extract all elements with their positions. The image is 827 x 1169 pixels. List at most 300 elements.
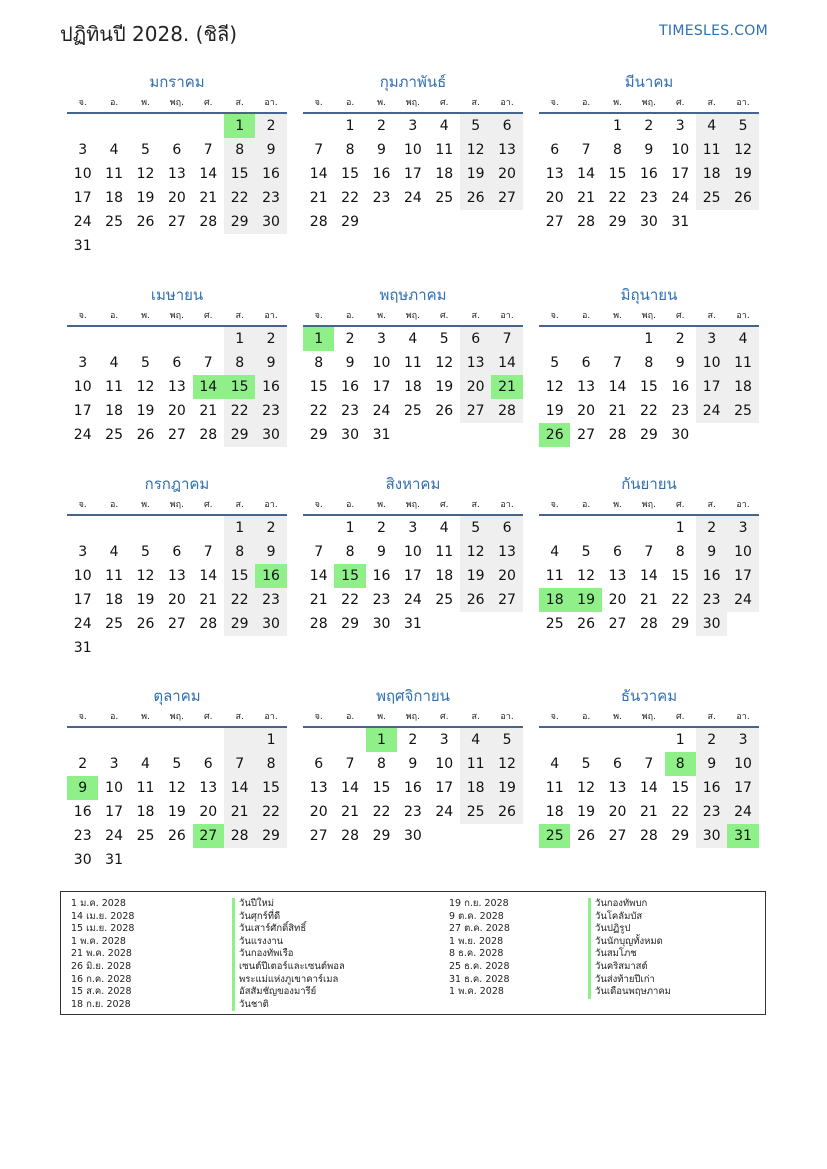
day-cell[interactable]: 31 (403, 616, 422, 632)
holiday-day-cell[interactable]: 25 (539, 824, 570, 848)
day-cell[interactable]: 15 (224, 564, 255, 588)
day-cell[interactable]: 16 (696, 776, 727, 800)
day-cell[interactable]: 28 (577, 214, 595, 230)
day-cell[interactable]: 5 (172, 756, 182, 772)
day-cell[interactable]: 3 (408, 118, 418, 134)
holiday-day-cell[interactable]: 1 (303, 327, 334, 351)
day-cell[interactable]: 20 (167, 403, 186, 419)
day-cell[interactable]: 16 (73, 804, 92, 820)
day-cell[interactable]: 21 (224, 800, 255, 824)
day-cell[interactable]: 5 (581, 756, 591, 772)
day-cell[interactable]: 17 (696, 375, 727, 399)
day-cell[interactable]: 27 (309, 828, 328, 844)
day-cell[interactable]: 22 (372, 804, 391, 820)
day-cell[interactable]: 12 (167, 780, 186, 796)
day-cell[interactable]: 20 (545, 190, 564, 206)
day-cell[interactable]: 3 (78, 142, 88, 158)
day-cell[interactable]: 5 (491, 728, 522, 752)
day-cell[interactable]: 14 (309, 166, 328, 182)
day-cell[interactable]: 7 (224, 752, 255, 776)
day-cell[interactable]: 20 (167, 190, 186, 206)
day-cell[interactable]: 8 (377, 756, 386, 772)
day-cell[interactable]: 20 (608, 804, 627, 820)
day-cell[interactable]: 14 (199, 568, 218, 584)
day-cell[interactable]: 13 (608, 568, 627, 584)
day-cell[interactable]: 27 (491, 588, 522, 612)
day-cell[interactable]: 8 (314, 355, 324, 371)
day-cell[interactable]: 30 (403, 828, 422, 844)
day-cell[interactable]: 1 (345, 520, 355, 536)
day-cell[interactable]: 26 (460, 588, 491, 612)
day-cell[interactable]: 12 (460, 138, 491, 162)
day-cell[interactable]: 31 (372, 427, 391, 443)
day-cell[interactable]: 13 (608, 780, 627, 796)
day-cell[interactable]: 6 (491, 114, 522, 138)
day-cell[interactable]: 18 (696, 162, 727, 186)
day-cell[interactable]: 16 (696, 564, 727, 588)
day-cell[interactable]: 29 (224, 423, 255, 447)
day-cell[interactable]: 23 (73, 828, 92, 844)
day-cell[interactable]: 7 (644, 756, 654, 772)
day-cell[interactable]: 30 (341, 427, 359, 443)
day-cell[interactable]: 17 (73, 592, 92, 608)
day-cell[interactable]: 13 (491, 540, 522, 564)
day-cell[interactable]: 29 (671, 616, 690, 632)
holiday-day-cell[interactable]: 1 (224, 114, 255, 138)
day-cell[interactable]: 11 (435, 142, 454, 158)
day-cell[interactable]: 19 (136, 592, 155, 608)
day-cell[interactable]: 2 (255, 114, 286, 138)
day-cell[interactable]: 4 (550, 756, 560, 772)
day-cell[interactable]: 24 (73, 214, 92, 230)
holiday-day-cell[interactable]: 8 (665, 752, 696, 776)
day-cell[interactable]: 24 (73, 427, 92, 443)
day-cell[interactable]: 26 (491, 800, 522, 824)
day-cell[interactable]: 9 (377, 142, 386, 158)
day-cell[interactable]: 8 (345, 544, 355, 560)
day-cell[interactable]: 25 (435, 190, 454, 206)
day-cell[interactable]: 12 (545, 379, 564, 395)
day-cell[interactable]: 25 (105, 616, 123, 632)
day-cell[interactable]: 7 (203, 142, 213, 158)
day-cell[interactable]: 7 (581, 142, 591, 158)
day-cell[interactable]: 19 (460, 564, 491, 588)
day-cell[interactable]: 1 (675, 520, 685, 536)
day-cell[interactable]: 10 (403, 142, 422, 158)
day-cell[interactable]: 23 (696, 800, 727, 824)
day-cell[interactable]: 9 (255, 540, 286, 564)
day-cell[interactable]: 3 (675, 118, 685, 134)
holiday-day-cell[interactable]: 16 (255, 564, 286, 588)
day-cell[interactable]: 26 (460, 186, 491, 210)
day-cell[interactable]: 23 (372, 190, 391, 206)
day-cell[interactable]: 9 (255, 138, 286, 162)
day-cell[interactable]: 16 (255, 375, 286, 399)
holiday-day-cell[interactable]: 27 (193, 824, 224, 848)
day-cell[interactable]: 7 (314, 142, 324, 158)
day-cell[interactable]: 10 (73, 568, 92, 584)
day-cell[interactable]: 22 (309, 403, 328, 419)
day-cell[interactable]: 13 (460, 351, 491, 375)
day-cell[interactable]: 21 (199, 592, 218, 608)
day-cell[interactable]: 12 (435, 355, 454, 371)
day-cell[interactable]: 9 (345, 355, 355, 371)
day-cell[interactable]: 4 (727, 327, 758, 351)
day-cell[interactable]: 26 (577, 828, 595, 844)
day-cell[interactable]: 3 (696, 327, 727, 351)
day-cell[interactable]: 27 (608, 828, 627, 844)
day-cell[interactable]: 22 (224, 399, 255, 423)
day-cell[interactable]: 27 (545, 214, 564, 230)
day-cell[interactable]: 13 (577, 379, 595, 395)
day-cell[interactable]: 8 (613, 142, 622, 158)
day-cell[interactable]: 27 (167, 214, 186, 230)
day-cell[interactable]: 21 (639, 804, 658, 820)
day-cell[interactable]: 3 (78, 544, 88, 560)
day-cell[interactable]: 26 (136, 427, 155, 443)
day-cell[interactable]: 18 (403, 379, 422, 395)
day-cell[interactable]: 23 (255, 588, 286, 612)
day-cell[interactable]: 17 (372, 379, 391, 395)
day-cell[interactable]: 16 (372, 568, 391, 584)
day-cell[interactable]: 11 (105, 379, 123, 395)
day-cell[interactable]: 11 (105, 568, 123, 584)
day-cell[interactable]: 7 (203, 544, 213, 560)
day-cell[interactable]: 11 (460, 752, 491, 776)
day-cell[interactable]: 6 (460, 327, 491, 351)
day-cell[interactable]: 6 (172, 355, 182, 371)
day-cell[interactable]: 27 (577, 427, 595, 443)
day-cell[interactable]: 19 (727, 162, 758, 186)
day-cell[interactable]: 9 (377, 544, 386, 560)
day-cell[interactable]: 25 (696, 186, 727, 210)
day-cell[interactable]: 15 (639, 379, 658, 395)
day-cell[interactable]: 14 (639, 568, 658, 584)
day-cell[interactable]: 30 (255, 210, 286, 234)
day-cell[interactable]: 14 (608, 379, 627, 395)
day-cell[interactable]: 3 (109, 756, 119, 772)
day-cell[interactable]: 1 (644, 331, 654, 347)
day-cell[interactable]: 22 (671, 592, 690, 608)
day-cell[interactable]: 27 (167, 427, 186, 443)
day-cell[interactable]: 5 (460, 114, 491, 138)
day-cell[interactable]: 28 (199, 427, 218, 443)
day-cell[interactable]: 12 (491, 752, 522, 776)
day-cell[interactable]: 23 (372, 592, 391, 608)
day-cell[interactable]: 13 (167, 568, 186, 584)
day-cell[interactable]: 13 (545, 166, 564, 182)
day-cell[interactable]: 28 (309, 616, 328, 632)
day-cell[interactable]: 27 (167, 616, 186, 632)
day-cell[interactable]: 4 (550, 544, 560, 560)
day-cell[interactable]: 20 (199, 804, 218, 820)
day-cell[interactable]: 2 (644, 118, 654, 134)
day-cell[interactable]: 7 (345, 756, 355, 772)
day-cell[interactable]: 31 (73, 640, 92, 656)
day-cell[interactable]: 21 (608, 403, 627, 419)
day-cell[interactable]: 11 (545, 780, 564, 796)
day-cell[interactable]: 16 (255, 162, 286, 186)
day-cell[interactable]: 27 (460, 399, 491, 423)
day-cell[interactable]: 17 (105, 804, 123, 820)
day-cell[interactable]: 28 (491, 399, 522, 423)
day-cell[interactable]: 25 (435, 592, 454, 608)
day-cell[interactable]: 23 (255, 399, 286, 423)
day-cell[interactable]: 30 (73, 852, 92, 868)
day-cell[interactable]: 20 (309, 804, 328, 820)
day-cell[interactable]: 8 (675, 544, 685, 560)
day-cell[interactable]: 19 (136, 190, 155, 206)
day-cell[interactable]: 7 (644, 544, 654, 560)
day-cell[interactable]: 5 (141, 544, 150, 560)
day-cell[interactable]: 16 (372, 166, 391, 182)
day-cell[interactable]: 14 (491, 351, 522, 375)
day-cell[interactable]: 18 (105, 190, 123, 206)
day-cell[interactable]: 4 (696, 114, 727, 138)
day-cell[interactable]: 23 (639, 190, 658, 206)
day-cell[interactable]: 17 (727, 776, 758, 800)
day-cell[interactable]: 26 (136, 214, 155, 230)
day-cell[interactable]: 28 (199, 616, 218, 632)
day-cell[interactable]: 26 (136, 616, 155, 632)
day-cell[interactable]: 19 (136, 403, 155, 419)
day-cell[interactable]: 20 (577, 403, 595, 419)
day-cell[interactable]: 9 (644, 142, 654, 158)
day-cell[interactable]: 12 (136, 166, 155, 182)
day-cell[interactable]: 15 (372, 780, 391, 796)
day-cell[interactable]: 13 (491, 138, 522, 162)
day-cell[interactable]: 3 (408, 520, 418, 536)
day-cell[interactable]: 29 (341, 214, 359, 230)
day-cell[interactable]: 21 (639, 592, 658, 608)
day-cell[interactable]: 19 (545, 403, 564, 419)
day-cell[interactable]: 5 (439, 331, 449, 347)
day-cell[interactable]: 13 (167, 166, 186, 182)
day-cell[interactable]: 3 (727, 728, 758, 752)
day-cell[interactable]: 2 (696, 728, 727, 752)
day-cell[interactable]: 24 (435, 804, 454, 820)
day-cell[interactable]: 15 (671, 568, 690, 584)
day-cell[interactable]: 11 (105, 166, 123, 182)
holiday-day-cell[interactable]: 26 (539, 423, 570, 447)
day-cell[interactable]: 19 (167, 804, 186, 820)
day-cell[interactable]: 29 (309, 427, 328, 443)
day-cell[interactable]: 12 (460, 540, 491, 564)
day-cell[interactable]: 23 (671, 403, 690, 419)
day-cell[interactable]: 25 (105, 214, 123, 230)
day-cell[interactable]: 14 (341, 780, 359, 796)
day-cell[interactable]: 16 (639, 166, 658, 182)
day-cell[interactable]: 17 (73, 190, 92, 206)
day-cell[interactable]: 11 (136, 780, 155, 796)
day-cell[interactable]: 25 (136, 828, 155, 844)
day-cell[interactable]: 4 (408, 331, 418, 347)
day-cell[interactable]: 17 (435, 780, 454, 796)
day-cell[interactable]: 17 (727, 564, 758, 588)
day-cell[interactable]: 10 (73, 379, 92, 395)
day-cell[interactable]: 12 (727, 138, 758, 162)
day-cell[interactable]: 15 (224, 162, 255, 186)
day-cell[interactable]: 3 (439, 732, 449, 748)
day-cell[interactable]: 5 (141, 142, 150, 158)
day-cell[interactable]: 11 (435, 544, 454, 560)
day-cell[interactable]: 11 (696, 138, 727, 162)
day-cell[interactable]: 6 (613, 544, 622, 560)
day-cell[interactable]: 25 (727, 399, 758, 423)
day-cell[interactable]: 24 (671, 190, 690, 206)
day-cell[interactable]: 29 (639, 427, 658, 443)
holiday-day-cell[interactable]: 15 (334, 564, 365, 588)
day-cell[interactable]: 31 (73, 238, 92, 254)
holiday-day-cell[interactable]: 18 (539, 588, 570, 612)
day-cell[interactable]: 30 (696, 612, 727, 636)
day-cell[interactable]: 10 (403, 544, 422, 560)
day-cell[interactable]: 8 (255, 752, 286, 776)
day-cell[interactable]: 11 (545, 568, 564, 584)
day-cell[interactable]: 10 (727, 540, 758, 564)
day-cell[interactable]: 16 (341, 379, 359, 395)
day-cell[interactable]: 4 (460, 728, 491, 752)
day-cell[interactable]: 25 (460, 800, 491, 824)
day-cell[interactable]: 12 (136, 568, 155, 584)
day-cell[interactable]: 6 (491, 516, 522, 540)
day-cell[interactable]: 4 (141, 756, 150, 772)
day-cell[interactable]: 22 (255, 800, 286, 824)
day-cell[interactable]: 20 (167, 592, 186, 608)
day-cell[interactable]: 18 (105, 403, 123, 419)
day-cell[interactable]: 24 (105, 828, 123, 844)
day-cell[interactable]: 7 (613, 355, 622, 371)
day-cell[interactable]: 11 (727, 351, 758, 375)
day-cell[interactable]: 22 (341, 592, 359, 608)
day-cell[interactable]: 9 (408, 756, 418, 772)
day-cell[interactable]: 23 (341, 403, 359, 419)
day-cell[interactable]: 15 (255, 776, 286, 800)
day-cell[interactable]: 21 (309, 190, 328, 206)
day-cell[interactable]: 29 (224, 612, 255, 636)
day-cell[interactable]: 18 (136, 804, 155, 820)
day-cell[interactable]: 20 (608, 592, 627, 608)
day-cell[interactable]: 15 (671, 780, 690, 796)
day-cell[interactable]: 15 (608, 166, 627, 182)
day-cell[interactable]: 24 (403, 190, 422, 206)
day-cell[interactable]: 18 (460, 776, 491, 800)
day-cell[interactable]: 27 (608, 616, 627, 632)
day-cell[interactable]: 2 (408, 732, 418, 748)
day-cell[interactable]: 18 (435, 166, 454, 182)
day-cell[interactable]: 11 (403, 355, 422, 371)
day-cell[interactable]: 8 (224, 540, 255, 564)
day-cell[interactable]: 21 (341, 804, 359, 820)
day-cell[interactable]: 17 (73, 403, 92, 419)
day-cell[interactable]: 22 (639, 403, 658, 419)
day-cell[interactable]: 7 (314, 544, 324, 560)
day-cell[interactable]: 18 (545, 804, 564, 820)
day-cell[interactable]: 4 (109, 355, 119, 371)
holiday-day-cell[interactable]: 15 (224, 375, 255, 399)
day-cell[interactable]: 3 (727, 516, 758, 540)
day-cell[interactable]: 28 (608, 427, 627, 443)
day-cell[interactable]: 24 (696, 399, 727, 423)
day-cell[interactable]: 10 (73, 166, 92, 182)
day-cell[interactable]: 22 (341, 190, 359, 206)
day-cell[interactable]: 13 (167, 379, 186, 395)
day-cell[interactable]: 9 (675, 355, 685, 371)
day-cell[interactable]: 6 (172, 544, 182, 560)
holiday-day-cell[interactable]: 14 (193, 375, 224, 399)
day-cell[interactable]: 4 (109, 142, 119, 158)
day-cell[interactable]: 30 (696, 824, 727, 848)
day-cell[interactable]: 18 (727, 375, 758, 399)
holiday-day-cell[interactable]: 1 (366, 728, 397, 752)
day-cell[interactable]: 26 (727, 186, 758, 210)
day-cell[interactable]: 6 (314, 756, 324, 772)
day-cell[interactable]: 4 (439, 520, 449, 536)
day-cell[interactable]: 6 (581, 355, 591, 371)
day-cell[interactable]: 24 (727, 800, 758, 824)
holiday-day-cell[interactable]: 9 (67, 776, 98, 800)
day-cell[interactable]: 21 (199, 190, 218, 206)
day-cell[interactable]: 14 (199, 166, 218, 182)
day-cell[interactable]: 29 (341, 616, 359, 632)
day-cell[interactable]: 24 (727, 588, 758, 612)
day-cell[interactable]: 31 (671, 214, 690, 230)
holiday-day-cell[interactable]: 21 (491, 375, 522, 399)
day-cell[interactable]: 30 (372, 616, 391, 632)
day-cell[interactable]: 14 (224, 776, 255, 800)
day-cell[interactable]: 6 (203, 756, 213, 772)
day-cell[interactable]: 5 (727, 114, 758, 138)
day-cell[interactable]: 10 (696, 351, 727, 375)
day-cell[interactable]: 28 (341, 828, 359, 844)
day-cell[interactable]: 19 (435, 379, 454, 395)
day-cell[interactable]: 8 (345, 142, 355, 158)
day-cell[interactable]: 4 (439, 118, 449, 134)
day-cell[interactable]: 26 (167, 828, 186, 844)
day-cell[interactable]: 9 (696, 752, 727, 776)
day-cell[interactable]: 17 (671, 166, 690, 182)
day-cell[interactable]: 23 (403, 804, 422, 820)
day-cell[interactable]: 12 (577, 568, 595, 584)
day-cell[interactable]: 9 (255, 351, 286, 375)
day-cell[interactable]: 28 (224, 824, 255, 848)
brand-link[interactable]: TIMESLES.COM (659, 23, 768, 39)
day-cell[interactable]: 1 (613, 118, 622, 134)
day-cell[interactable]: 5 (141, 355, 150, 371)
day-cell[interactable]: 30 (255, 423, 286, 447)
day-cell[interactable]: 29 (255, 824, 286, 848)
day-cell[interactable]: 9 (696, 540, 727, 564)
day-cell[interactable]: 10 (671, 142, 690, 158)
day-cell[interactable]: 8 (644, 355, 654, 371)
day-cell[interactable]: 29 (608, 214, 627, 230)
day-cell[interactable]: 20 (460, 375, 491, 399)
day-cell[interactable]: 14 (309, 568, 328, 584)
day-cell[interactable]: 2 (675, 331, 685, 347)
day-cell[interactable]: 12 (136, 379, 155, 395)
day-cell[interactable]: 19 (460, 162, 491, 186)
day-cell[interactable]: 16 (403, 780, 422, 796)
day-cell[interactable]: 15 (341, 166, 359, 182)
day-cell[interactable]: 22 (224, 588, 255, 612)
day-cell[interactable]: 23 (255, 186, 286, 210)
day-cell[interactable]: 2 (255, 327, 286, 351)
day-cell[interactable]: 20 (491, 564, 522, 588)
day-cell[interactable]: 14 (639, 780, 658, 796)
day-cell[interactable]: 2 (377, 118, 386, 134)
day-cell[interactable]: 21 (199, 403, 218, 419)
day-cell[interactable]: 2 (377, 520, 386, 536)
